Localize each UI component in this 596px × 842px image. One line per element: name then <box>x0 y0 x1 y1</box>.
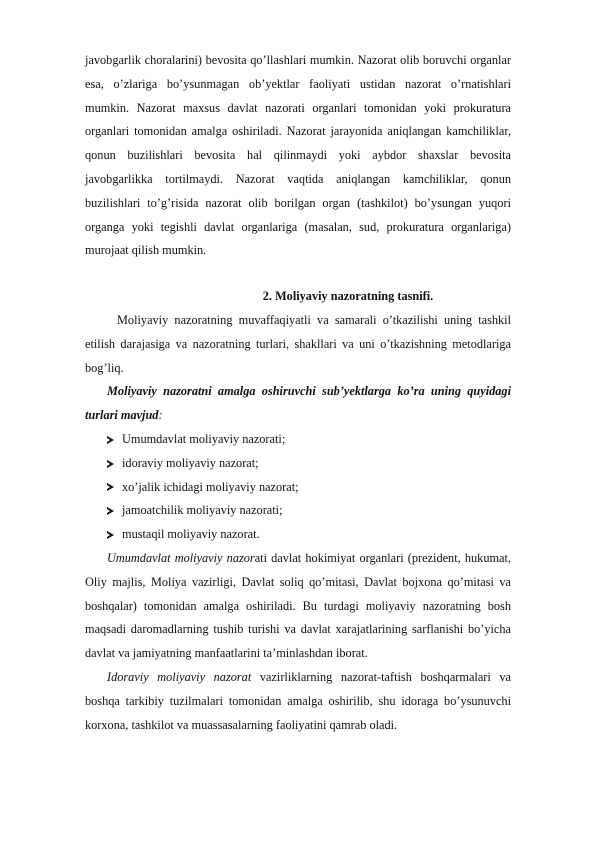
list-item <box>107 499 511 523</box>
arrow-bullet-icon <box>107 460 114 468</box>
document-page <box>85 49 511 737</box>
types-intro-text: Moliyaviy nazoratni amalga oshiruvchi sub’yektlarga ko’ra uning quyidagi turlari mavjud <box>85 384 511 423</box>
list-item <box>107 428 511 452</box>
departmental-control-body: vazirliklarning nazorat-taftish boshqarmalari va boshqa tarkibiy tuzilmalari tomonidan amalga oshirilib, shu idoraga bo’ysunuvchi korxona, tashkilot va muassasalarning faoliyatini qamrab oladi. <box>85 669 511 732</box>
section-heading: 2. Moliyaviy nazoratning tasnifi. <box>262 289 434 304</box>
list-item-text: idoraviy moliyaviy nazorat; <box>122 455 259 470</box>
national-control-body: ati davlat hokimiyat organlari (prezident, hukumat, Oliy majlis, Moliya vazirligi, Davlat soliq qo’mitasi, Davlat bojxona qo’mitasi va boshqalar) tomonidan amalga oshiriladi. Bu turdagi moliyaviy nazoratning bosh maqsadi daromadlarning tushib turishi va davlat xarajatlarining sarflanishi bo’yicha davlat va jamiyatning manfaatlarini ta’minlashdan iborat. <box>85 550 511 661</box>
arrow-bullet-icon <box>107 436 114 444</box>
list-item <box>107 476 511 500</box>
paragraph-intro: Moliyaviy nazoratning muvaffaqiyatli va samarali o’tkazilishi uning tashkil etilish darajasiga va nazoratning turlari, shakllari va uni o’tkazishning metodlariga bog’liq. <box>85 312 511 375</box>
types-intro <box>85 380 511 428</box>
arrow-bullet-icon <box>107 507 114 515</box>
list-item-text: xo’jalik ichidagi moliyaviy nazorat; <box>122 479 299 494</box>
departmental-control-term: Idoraviy moliyaviy nazorat <box>107 669 252 684</box>
list-item <box>107 523 511 547</box>
types-list <box>85 428 511 547</box>
list-item-text: Umumdavlat moliyaviy nazorati; <box>122 431 286 446</box>
paragraph-national-control <box>85 547 511 666</box>
arrow-bullet-icon <box>107 531 114 539</box>
list-item <box>107 452 511 476</box>
paragraph-departmental-control <box>85 666 511 737</box>
arrow-bullet-icon <box>107 483 114 491</box>
paragraph-continuation: javobgarlik choralarini) bevosita qo’llashlari mumkin. Nazorat olib boruvchi organlar esa, o’zlariga bo’ysunmagan ob’yektlar faoliyati ustidan nazorat o’rnatishlari mumkin. Nazorat maxsus davlat nazorati organlari tomonidan yoki prokuratura organlari tomonidan amalga oshiriladi. Nazorat jarayonida aniqlangan kamchiliklar, qonun buzilishlari bevosita hal qilinmaydi yoki aybdor shaxslar bevosita javobgarlikka tortilmaydi. Nazorat vaqtida aniqlangan kamchiliklar, qonun buzilishlari to’g’risida nazorat olib borilgan organ (tashkilot) bo’ysungan yuqori organga yoki tegishli davlat organlariga (masalan, sud, prokuratura organlariga) murojaat qilish mumkin. <box>85 53 511 258</box>
list-item-text: jamoatchilik moliyaviy nazorati; <box>122 503 283 518</box>
national-control-term: Umumdavlat moliyaviy nazor <box>107 550 255 565</box>
types-intro-colon: : <box>158 408 163 423</box>
list-item-text: mustaqil moliyaviy nazorat. <box>122 527 260 542</box>
